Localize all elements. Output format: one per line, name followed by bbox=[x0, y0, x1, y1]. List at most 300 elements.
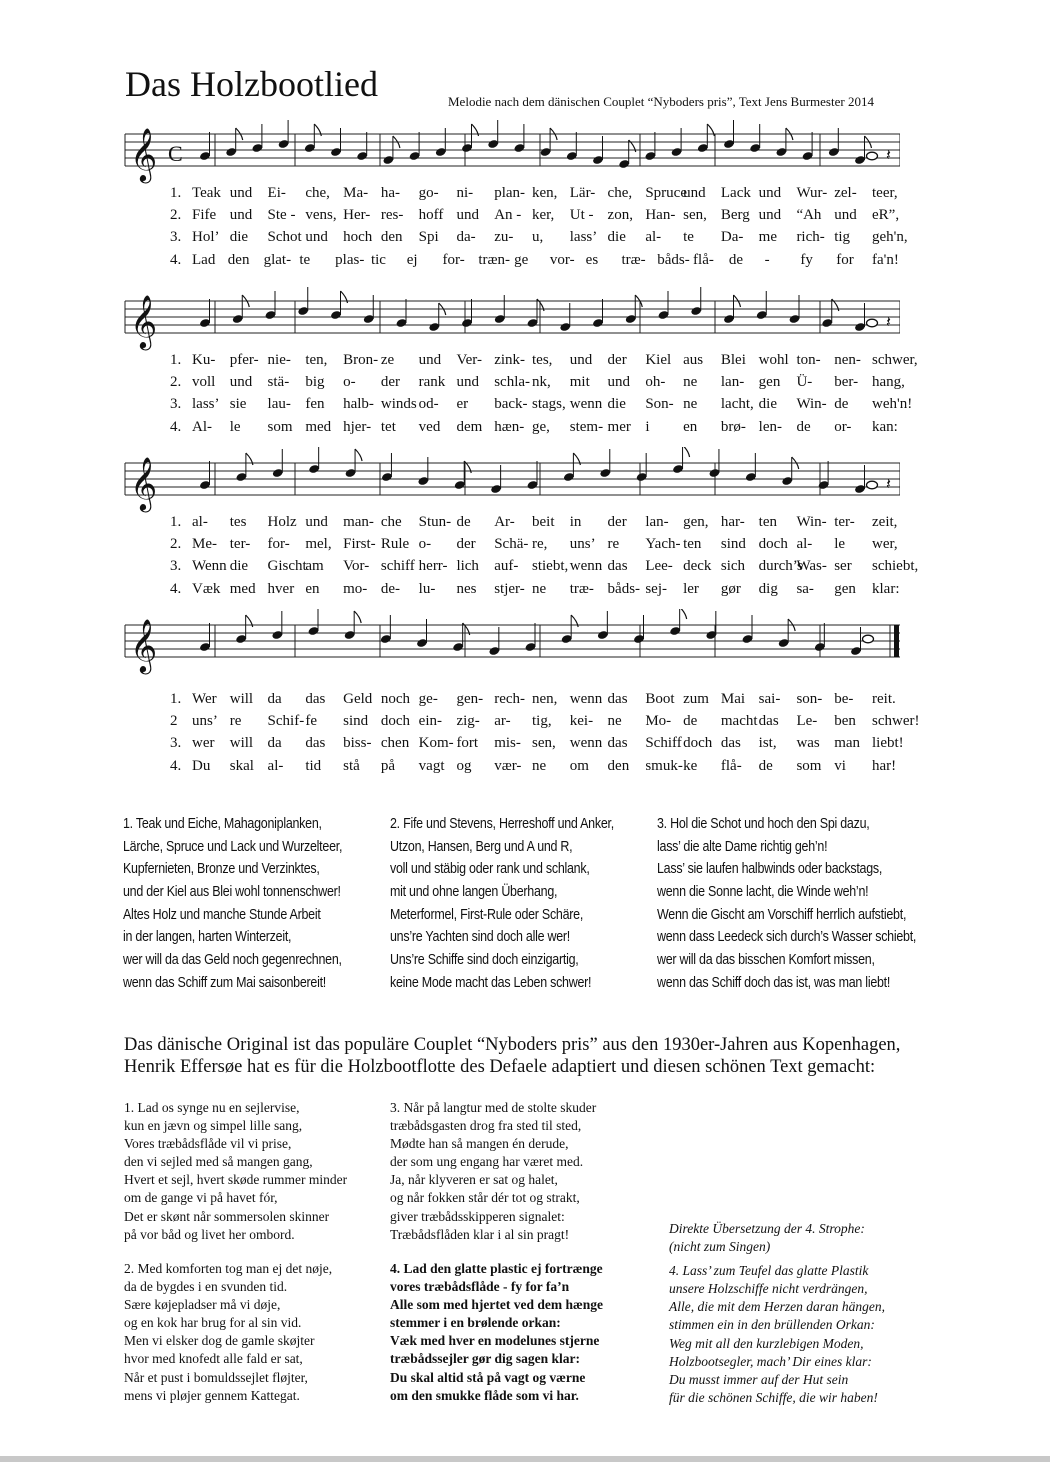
lyric-syllable: schwer, bbox=[872, 352, 918, 368]
lyric-syllable: die bbox=[758, 396, 777, 412]
lyric-syllable: Holz bbox=[267, 514, 297, 530]
staff-system-1 bbox=[120, 118, 900, 188]
translation-line: für die schönen Schiffe, die wir haben! bbox=[669, 1389, 878, 1405]
lyric-syllable: das bbox=[607, 691, 628, 707]
lyric-syllable: che, bbox=[305, 185, 330, 201]
lyric-syllable: tig, bbox=[532, 713, 552, 729]
lyric-syllable: da- bbox=[456, 229, 476, 245]
lyric-syllable: Schot bbox=[267, 229, 302, 245]
poem-column-1 bbox=[123, 813, 342, 995]
lyric-syllable: for- bbox=[267, 536, 290, 552]
lyric-syllable: tic bbox=[370, 252, 386, 268]
lyric-syllable: de bbox=[683, 713, 698, 729]
lyric-syllable: de bbox=[796, 419, 811, 435]
lyric-syllable: Spi bbox=[418, 229, 439, 245]
lyric-syllable: uns’ bbox=[569, 536, 596, 552]
lyric-syllable: nes bbox=[456, 581, 477, 597]
lyric-syllable: es bbox=[585, 252, 599, 268]
lyric-syllable: Le- bbox=[796, 713, 818, 729]
lyric-syllable: ten bbox=[683, 536, 702, 552]
lyric-syllable: gen bbox=[834, 581, 856, 597]
lyric-syllable: er bbox=[456, 396, 469, 412]
lyric-syllable: sie bbox=[229, 396, 247, 412]
lyric-syllable: der bbox=[607, 352, 627, 368]
lyric-syllable: vær- bbox=[494, 758, 522, 774]
verse-line: træbådsgasten drog fra sted til sted, bbox=[390, 1118, 582, 1134]
lyric-syllable: wenn bbox=[569, 396, 603, 412]
lyric-syllable: Lär- bbox=[569, 185, 596, 201]
lyric-syllable: 1. bbox=[170, 514, 182, 530]
lyric-syllable: schwer! bbox=[872, 713, 920, 729]
lyric-syllable: Ste - bbox=[267, 207, 296, 223]
lyric-syllable: sai- bbox=[758, 691, 781, 707]
lyric-syllable: nk, bbox=[532, 374, 551, 390]
lyric-line-1-1 bbox=[170, 182, 898, 204]
lyric-syllable: doch bbox=[380, 713, 411, 729]
lyric-syllable: Lack bbox=[720, 185, 751, 201]
lyric-syllable: lass’ bbox=[569, 229, 598, 245]
lyric-syllable: Ver- bbox=[456, 352, 482, 368]
lyric-syllable: Du bbox=[192, 758, 211, 774]
lyric-syllable: træn- bbox=[478, 252, 510, 268]
poem-line: 2. Fife und Stevens, Herreshoff und Anker, bbox=[390, 816, 614, 832]
lyric-syllable: was bbox=[796, 735, 820, 751]
danish-verse-2 bbox=[124, 1260, 332, 1405]
verse-line: hvor med knofedt alle fald er sat, bbox=[124, 1351, 303, 1367]
lyric-syllable: Schä- bbox=[494, 536, 529, 552]
lyric-line-3-3 bbox=[170, 555, 919, 577]
lyric-syllable: ter- bbox=[229, 536, 251, 552]
lyric-syllable: klar: bbox=[872, 581, 900, 597]
lyric-syllable: lau- bbox=[267, 396, 291, 412]
verse-line: Hvert et sejl, hvert skøde rummer minder bbox=[124, 1172, 348, 1188]
lyric-syllable: or- bbox=[834, 419, 852, 435]
lyric-syllable: 4. bbox=[170, 581, 182, 597]
lyric-syllable: de bbox=[834, 396, 849, 412]
lyric-syllable: Schif- bbox=[267, 713, 305, 729]
lyric-syllable: oh- bbox=[645, 374, 666, 390]
lyric-syllable: wenn bbox=[569, 558, 603, 574]
lyric-syllable: 1. bbox=[170, 691, 182, 707]
lyric-syllable: hoff bbox=[418, 207, 444, 223]
intro-line: Das dänische Original ist das populäre Couplet “Nyboders pris” aus den 1930er-Jahren aus Kopenhagen, bbox=[124, 1035, 901, 1055]
lyric-syllable: schla- bbox=[494, 374, 531, 390]
lyric-line-4-2 bbox=[170, 710, 920, 732]
lyric-syllable: wer bbox=[192, 735, 215, 751]
lyric-syllable: al- bbox=[267, 758, 284, 774]
poem-line: voll und stäbig oder rank und schlank, bbox=[390, 861, 590, 878]
lyric-syllable: mer bbox=[607, 419, 631, 435]
verse-line: 4. Lad den glatte plastic ej fortrænge bbox=[390, 1261, 603, 1276]
verse-line: giver træbådsskipperen signalet: bbox=[390, 1208, 565, 1224]
lyric-syllable: fen bbox=[305, 396, 325, 412]
lyric-syllable: for bbox=[836, 252, 854, 268]
translation-line: 4. Lass’ zum Teufel das glatte Plastik bbox=[669, 1263, 869, 1279]
poem-line: keine Mode macht das Leben schwer! bbox=[390, 974, 592, 991]
lyric-syllable: Væk bbox=[192, 581, 221, 597]
lyric-syllable: schiff bbox=[380, 558, 415, 574]
lyric-syllable: sen, bbox=[532, 735, 556, 751]
lyric-syllable: teer, bbox=[872, 185, 898, 201]
poem-line: wer will da das Geld noch gegenrechnen, bbox=[123, 952, 342, 969]
lyric-syllable: zink- bbox=[494, 352, 526, 368]
final-bar-thick bbox=[894, 625, 899, 657]
lyric-syllable: re, bbox=[532, 536, 548, 552]
lyric-syllable: auf- bbox=[494, 558, 519, 574]
treble-clef-icon: 𝄞 bbox=[130, 127, 158, 181]
lyric-syllable: son- bbox=[796, 691, 823, 707]
lyric-syllable: Kom- bbox=[418, 735, 454, 751]
lyric-syllable: ter- bbox=[834, 514, 855, 530]
lyric-syllable: die bbox=[607, 396, 626, 412]
half-note-head bbox=[867, 152, 878, 160]
lyric-syllable: Son- bbox=[645, 396, 674, 412]
lyric-syllable: ze bbox=[380, 352, 395, 368]
lyric-syllable: am bbox=[305, 558, 324, 574]
lyric-syllable: zon, bbox=[607, 207, 633, 223]
lyric-syllable: und bbox=[305, 229, 328, 245]
lyric-syllable: 3. bbox=[170, 396, 182, 412]
lyric-syllable: og bbox=[456, 758, 472, 774]
lyric-syllable: lu- bbox=[418, 581, 436, 597]
lyric-syllable: durch’s bbox=[758, 558, 803, 574]
lyric-syllable: Teak bbox=[192, 185, 221, 201]
lyric-syllable: und bbox=[456, 207, 479, 223]
treble-clef-icon: 𝄞 bbox=[130, 618, 158, 672]
note-flag bbox=[355, 449, 362, 461]
lyric-syllable: - bbox=[764, 252, 770, 268]
lyric-syllable: 2. bbox=[170, 374, 182, 390]
verse-line: og en kok har brug for al sin vid. bbox=[124, 1315, 302, 1331]
lyric-syllable: “Ah bbox=[796, 207, 822, 223]
lyric-syllable: nen, bbox=[532, 691, 558, 707]
lyric-syllable: Vor- bbox=[343, 558, 370, 574]
lyric-syllable: noch bbox=[380, 691, 411, 707]
lyric-syllable: sa- bbox=[796, 581, 814, 597]
lyric-syllable: hoch bbox=[343, 229, 373, 245]
lyric-syllable: Win- bbox=[796, 396, 827, 412]
verse-line: Du skal altid stå på vagt og værne bbox=[390, 1369, 586, 1385]
lyric-syllable: 2. bbox=[170, 536, 182, 552]
lyric-syllable: rech- bbox=[494, 691, 526, 707]
lyric-syllable: gen, bbox=[683, 514, 709, 530]
lyric-syllable: Her- bbox=[343, 207, 371, 223]
lyric-syllable: ved bbox=[418, 419, 441, 435]
lyric-syllable: Lee- bbox=[645, 558, 673, 574]
lyric-syllable: zu- bbox=[494, 229, 514, 245]
lyric-syllable: ej bbox=[406, 252, 418, 268]
verse-line: da de bygdes i en svunden tid. bbox=[124, 1279, 288, 1295]
lyric-syllable: ge bbox=[514, 252, 529, 268]
lyric-syllable: me bbox=[758, 229, 777, 245]
lyric-syllable: lass’ bbox=[192, 396, 220, 412]
lyric-syllable: die bbox=[229, 229, 249, 245]
poem-line: wer will da das bisschen Komfort missen, bbox=[657, 952, 875, 969]
lyric-syllable: go- bbox=[418, 185, 439, 201]
lyric-syllable: lan- bbox=[720, 374, 745, 390]
verse-line: Sære køjepladser må vi døje, bbox=[124, 1297, 281, 1313]
lyric-syllable: gør bbox=[720, 581, 741, 597]
lyric-syllable: ne bbox=[683, 374, 698, 390]
lyric-syllable: geh'n, bbox=[872, 229, 908, 245]
lyric-syllable: tet bbox=[380, 419, 396, 435]
lyric-syllable: al- bbox=[192, 514, 208, 530]
lyric-syllable: ne bbox=[683, 396, 698, 412]
lyric-syllable: Stun- bbox=[418, 514, 452, 530]
lyric-line-4-4 bbox=[170, 755, 897, 777]
lyric-syllable: vagt bbox=[418, 758, 445, 774]
lyric-syllable: Fife bbox=[192, 207, 217, 223]
lyric-syllable: macht bbox=[720, 713, 758, 729]
lyric-syllable: aus bbox=[683, 352, 704, 368]
lyric-syllable: hver bbox=[267, 581, 295, 597]
translation-block bbox=[669, 1220, 885, 1407]
lyric-syllable: man bbox=[834, 735, 861, 751]
lyric-syllable: for- bbox=[442, 252, 465, 268]
lyric-syllable: und bbox=[683, 185, 706, 201]
note-flag bbox=[680, 609, 687, 619]
lyric-syllable: lich bbox=[456, 558, 479, 574]
lyric-syllable: ne bbox=[607, 713, 622, 729]
verse-line: Mødte han så mangen én derude, bbox=[390, 1136, 569, 1152]
intro-paragraph bbox=[124, 1034, 934, 1078]
lyric-syllable: Geld bbox=[343, 691, 373, 707]
lyric-syllable: dig bbox=[758, 581, 778, 597]
lyric-syllable: Ei- bbox=[267, 185, 286, 201]
lyric-syllable: An - bbox=[494, 207, 522, 223]
lyric-syllable: der bbox=[607, 514, 627, 530]
lyric-syllable: træ- bbox=[621, 252, 646, 268]
lyric-syllable: al- bbox=[796, 536, 813, 552]
lyric-syllable: træ- bbox=[569, 581, 594, 597]
lyric-syllable: halb- bbox=[343, 396, 374, 412]
lyric-syllable: ni- bbox=[456, 185, 474, 201]
lyric-line-3-4 bbox=[170, 578, 900, 600]
lyric-syllable: al- bbox=[645, 229, 662, 245]
lyric-syllable: den bbox=[227, 252, 250, 268]
lyric-syllable: stä- bbox=[267, 374, 290, 390]
lyric-syllable: zeit, bbox=[872, 514, 898, 530]
lyric-syllable: Wenn bbox=[192, 558, 227, 574]
lyric-syllable: ten bbox=[758, 514, 777, 530]
lyric-syllable: liebt! bbox=[872, 735, 904, 751]
lyric-syllable: Da- bbox=[720, 229, 744, 245]
lyric-syllable: ein- bbox=[418, 713, 442, 729]
lyric-syllable: ne bbox=[532, 758, 547, 774]
lyric-syllable: das bbox=[758, 713, 779, 729]
verse-line: Når et pust i bomuldssejlet fløjter, bbox=[124, 1369, 308, 1385]
lyric-syllable: Rule bbox=[380, 536, 410, 552]
time-signature: C bbox=[168, 141, 183, 166]
lyric-syllable: vi bbox=[834, 758, 846, 774]
lyric-syllable: und bbox=[229, 374, 253, 390]
lyric-syllable: doch bbox=[758, 536, 788, 552]
lyric-syllable: 2 bbox=[170, 713, 178, 729]
lyric-syllable: båds- bbox=[657, 252, 690, 268]
lyric-syllable: kan: bbox=[872, 419, 898, 435]
lyric-syllable: 1. bbox=[170, 352, 182, 368]
lyric-syllable: med bbox=[229, 581, 256, 597]
translation-line: unsere Holzschiffe nicht verdrängen, bbox=[669, 1281, 868, 1297]
translation-line: Du musst immer auf der Hut sein bbox=[669, 1371, 849, 1387]
lyric-syllable: gen- bbox=[456, 691, 484, 707]
lyric-syllable: deck bbox=[683, 558, 712, 574]
lyric-syllable: das bbox=[607, 735, 628, 751]
danish-verse-3 bbox=[390, 1099, 596, 1244]
poem-line: Wenn die Gischt am Vorschiff herrlich aufstiebt, bbox=[657, 906, 907, 923]
lyric-syllable: winds bbox=[380, 396, 417, 412]
lyric-syllable: sind bbox=[343, 713, 369, 729]
lyric-syllable: rich- bbox=[796, 229, 825, 245]
lyric-syllable: 3. bbox=[170, 558, 182, 574]
lyric-syllable: Mo- bbox=[645, 713, 672, 729]
lyric-syllable: kei- bbox=[569, 713, 594, 729]
lyric-syllable: mo- bbox=[343, 581, 368, 597]
lyric-syllable: re bbox=[229, 713, 242, 729]
poem-line: und der Kiel aus Blei wohl tonnenschwer! bbox=[123, 884, 341, 901]
lyric-syllable: chen bbox=[380, 735, 410, 751]
lyric-syllable: nie- bbox=[267, 352, 291, 368]
lyric-syllable: biss- bbox=[343, 735, 372, 751]
poem-column-2 bbox=[390, 813, 614, 995]
lyric-syllable: 4. bbox=[170, 252, 182, 268]
lyric-syllable: Wer bbox=[192, 691, 217, 707]
lyric-syllable: skal bbox=[229, 758, 254, 774]
lyric-syllable: Yach- bbox=[645, 536, 681, 552]
lyric-syllable: schiebt, bbox=[872, 558, 919, 574]
lyric-syllable: dem bbox=[456, 419, 483, 435]
lyric-syllable: fa'n! bbox=[872, 252, 899, 268]
danish-verse-4 bbox=[390, 1260, 603, 1405]
poem-line: wenn die Sonne lacht, die Winde weh’n! bbox=[657, 884, 869, 901]
lyric-syllable: das bbox=[607, 558, 628, 574]
lyric-syllable: tig bbox=[834, 229, 851, 245]
lyric-syllable: zig- bbox=[456, 713, 480, 729]
lyric-syllable: fy bbox=[800, 252, 813, 268]
verse-line: Træbådsflåden klar i al sin pragt! bbox=[390, 1226, 570, 1242]
lyric-syllable: Win- bbox=[796, 514, 827, 530]
verse-line: den vi sejled med så mangen gang, bbox=[124, 1154, 313, 1170]
lyric-syllable: Kiel bbox=[645, 352, 672, 368]
lyric-syllable: te bbox=[299, 252, 311, 268]
lyric-syllable: stå bbox=[343, 758, 360, 774]
lyric-syllable: hang, bbox=[872, 374, 905, 390]
lyric-syllable: le bbox=[834, 536, 846, 552]
lyric-syllable: sind bbox=[720, 536, 746, 552]
lyric-syllable: de- bbox=[380, 581, 401, 597]
poem-line: Utzon, Hansen, Berg und A und R, bbox=[390, 838, 573, 855]
lyric-syllable: 3. bbox=[170, 735, 182, 751]
lyric-syllable: und bbox=[569, 352, 593, 368]
treble-clef-icon: 𝄞 bbox=[130, 456, 158, 510]
lyric-syllable: te bbox=[683, 229, 694, 245]
rest-icon: 𝄽 bbox=[886, 474, 891, 493]
note-flag bbox=[683, 447, 690, 457]
lyric-syllable: hjer- bbox=[343, 419, 372, 435]
lyric-syllable: und bbox=[607, 374, 631, 390]
lyric-syllable: Me- bbox=[192, 536, 217, 552]
verse-line: træbådssejler gør dig sagen klar: bbox=[390, 1351, 580, 1367]
verse-line: kun en jævn og simpel lille sang, bbox=[124, 1118, 303, 1134]
lyric-line-1-3 bbox=[170, 226, 908, 248]
lyric-line-3-1 bbox=[170, 511, 898, 533]
lyric-syllable: und bbox=[229, 207, 253, 223]
lyric-syllable: ben bbox=[834, 713, 856, 729]
lyric-syllable: doch bbox=[683, 735, 713, 751]
lyric-syllable: zel- bbox=[834, 185, 857, 201]
lyric-syllable: Ut - bbox=[569, 207, 594, 223]
lyric-syllable: båds- bbox=[607, 581, 641, 597]
lyric-syllable: und bbox=[305, 514, 328, 530]
lyric-syllable: der bbox=[380, 374, 401, 390]
lyric-syllable: fe bbox=[305, 713, 317, 729]
poem-line: Lass’ sie laufen halbwinds oder backstags, bbox=[657, 861, 883, 878]
lyric-syllable: brø- bbox=[720, 419, 746, 435]
lyric-syllable: das bbox=[720, 735, 741, 751]
lyric-syllable: ton- bbox=[796, 352, 821, 368]
lyric-syllable: 2. bbox=[170, 207, 182, 223]
verse-line: Væk med hver en modelunes stjerne bbox=[390, 1333, 600, 1349]
poem-line: wenn das Schiff doch das ist, was man liebt! bbox=[657, 974, 891, 991]
verse-line: om de gange vi på havet fór, bbox=[124, 1190, 278, 1206]
lyric-syllable: 4. bbox=[170, 758, 182, 774]
lyric-syllable: ser bbox=[834, 558, 852, 574]
poem-line: wenn das Schiff zum Mai saisonbereit! bbox=[123, 974, 327, 991]
lyric-syllable: Gischt bbox=[267, 558, 307, 574]
lyric-syllable: tes, bbox=[532, 352, 553, 368]
lyric-syllable: od- bbox=[418, 396, 439, 412]
lyric-syllable: da bbox=[267, 735, 282, 751]
lyric-syllable: gen bbox=[758, 374, 781, 390]
lyric-syllable: da bbox=[267, 691, 282, 707]
poem-line: lass’ die alte Dame richtig geh’n! bbox=[657, 838, 828, 855]
verse-line: Men vi elsker dog de gamle skøjter bbox=[124, 1333, 315, 1349]
lyric-syllable: pfer- bbox=[229, 352, 259, 368]
lyric-syllable: ge- bbox=[418, 691, 438, 707]
lyric-syllable: ten, bbox=[305, 352, 328, 368]
staff-system-2 bbox=[120, 285, 900, 355]
lyric-syllable: Bron- bbox=[343, 352, 379, 368]
lyric-syllable: Al- bbox=[192, 419, 212, 435]
poem-line: 3. Hol die Schot und hoch den Spi dazu, bbox=[657, 816, 870, 832]
lyric-syllable: Schiff bbox=[645, 735, 682, 751]
lyric-syllable: med bbox=[305, 419, 332, 435]
lyric-syllable: Lad bbox=[192, 252, 216, 268]
verse-line: 2. Med komforten tog man ej det nøje, bbox=[124, 1261, 333, 1276]
verse-line: vores træbådsflåde - fy for fa’n bbox=[390, 1279, 570, 1295]
translation-heading: Direkte Übersetzung der 4. Strophe: bbox=[669, 1221, 865, 1236]
lyric-line-3-2 bbox=[170, 533, 898, 555]
lyric-syllable: ne bbox=[532, 581, 547, 597]
lyric-syllable: som bbox=[267, 419, 293, 435]
lyric-syllable: den bbox=[380, 229, 403, 245]
translation-line: Weg mit all den kurzlebigen Moden, bbox=[669, 1335, 864, 1351]
lyric-syllable: o- bbox=[343, 374, 356, 390]
lyric-syllable: reit. bbox=[872, 691, 896, 707]
lyric-syllable: plas- bbox=[335, 252, 365, 268]
page-bottom-rule bbox=[0, 1456, 1050, 1462]
lyric-syllable: be- bbox=[834, 691, 854, 707]
lyric-syllable: und bbox=[758, 185, 782, 201]
rest-icon: 𝄽 bbox=[886, 312, 891, 331]
lyric-syllable: en bbox=[683, 419, 698, 435]
translation-line: Alle, die mit dem Herzen daran hängen, bbox=[669, 1299, 885, 1315]
half-note-head bbox=[867, 319, 878, 327]
lyric-syllable: eR”, bbox=[872, 207, 900, 223]
note-flag bbox=[354, 611, 361, 623]
intro-line: Henrik Effersøe hat es für die Holzbootflotte des Defaele adaptiert und diesen schönen Text gemacht: bbox=[124, 1057, 876, 1077]
lyric-syllable: ist, bbox=[758, 735, 777, 751]
